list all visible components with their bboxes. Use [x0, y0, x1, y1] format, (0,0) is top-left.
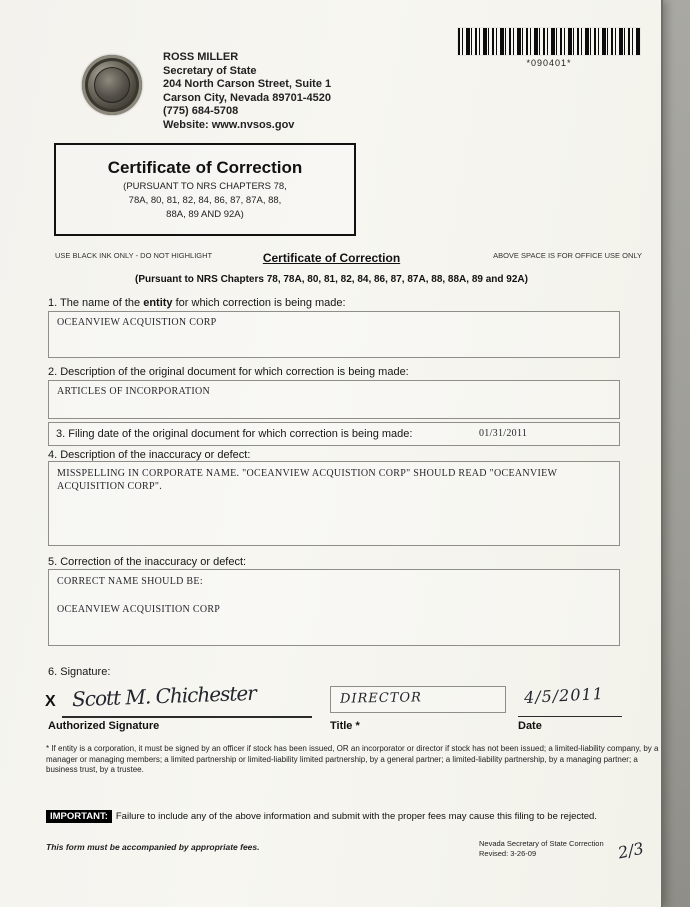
title-entry-box: [330, 686, 506, 713]
field-4-label: 4. Description of the inaccuracy or defect:: [48, 449, 251, 461]
filing-date-field: [48, 422, 620, 446]
inaccuracy-description-field: [48, 461, 620, 546]
signature-x-mark: X: [45, 693, 56, 710]
phone-number: (775) 684-5708: [163, 105, 239, 117]
field-1-label: [48, 297, 346, 309]
field-6-label: 6. Signature:: [48, 666, 111, 678]
original-document-value: ARTICLES OF INCORPORATION: [57, 386, 211, 397]
black-ink-note: USE BLACK INK ONLY - DO NOT HIGHLIGHT: [55, 251, 213, 260]
entity-name-value: OCEANVIEW ACQUISTION CORP: [57, 317, 217, 328]
authorized-signature-label: Authorized Signature: [48, 720, 160, 732]
form-title-statute-line-1: (PURSUANT TO NRS CHAPTERS 78,: [123, 181, 287, 192]
website-line: Website: www.nvsos.gov: [163, 118, 295, 131]
field-5-label: 5. Correction of the inaccuracy or defect:: [48, 556, 247, 568]
signer-footnote: * If entity is a corporation, it must be signed by an officer if stock has been issued, OR an incorporator or director if stock has not been issued; a limited-liability company, by a manager or managing members; a limited partnership or limited-liability limited partnership, by a general partner; a limited-liability partnership, by a managing partner; a business trust, by a trustee.: [46, 744, 659, 774]
field-1-label-entity: entity: [143, 297, 173, 309]
title-handwriting: DIRECTOR: [339, 690, 423, 707]
important-text: Failure to include any of the above information and submit with the proper fees may cause this filing to be rejected.: [115, 811, 597, 822]
field-2-label: 2. Description of the original document for which correction is being made:: [48, 366, 409, 378]
address-line-2: Carson City, Nevada 89701-4520: [163, 91, 331, 104]
original-document-field: [48, 380, 620, 419]
form-title-statute-line-3: 88A, 89 AND 92A): [166, 209, 244, 220]
correction-value-line-1: CORRECT NAME SHOULD BE:: [57, 576, 203, 587]
pursuant-line: (Pursuant to NRS Chapters 78, 78A, 80, 81, 82, 84, 86, 87, 87A, 88, 88A, 89 and 92A): [135, 274, 528, 285]
secretary-name: ROSS MILLER: [163, 51, 239, 63]
date-handwriting: 4/5/2011: [523, 683, 605, 708]
date-label: Date: [518, 720, 542, 732]
signature-handwriting: Scott M. Chichester: [71, 680, 257, 712]
correction-field: [48, 569, 620, 646]
field-3-label: 3. Filing date of the original document for which correction is being made:: [56, 428, 413, 440]
barcode: [458, 28, 640, 55]
important-badge: IMPORTANT:: [46, 810, 112, 823]
filing-date-value: 01/31/2011: [479, 428, 528, 439]
title-label: Title *: [330, 720, 360, 732]
revision-line-1: Nevada Secretary of State Correction: [479, 839, 604, 848]
fees-note: This form must be accompanied by appropriate fees.: [46, 842, 260, 852]
signature-line: [62, 716, 312, 718]
field-1-label-prefix: 1. The name of the: [48, 297, 144, 309]
date-line: [518, 716, 622, 717]
important-row: [46, 811, 660, 822]
entity-name-field: [48, 311, 620, 358]
page-number-handwriting: 2/3: [616, 838, 646, 863]
revision-line-2: Revised: 3-26-09: [479, 848, 537, 858]
nevada-state-seal-logo: [82, 55, 142, 115]
secretary-title: Secretary of State: [163, 64, 257, 77]
form-title-statute-line-2: 78A, 80, 81, 82, 84, 86, 87, 87A, 88,: [128, 195, 282, 206]
agency-address-block: [163, 51, 331, 132]
address-line-1: 204 North Carson Street, Suite 1: [163, 78, 332, 90]
inaccuracy-description-value: MISSPELLING IN CORPORATE NAME. "OCEANVIEW ACQUISTION CORP" SHOULD READ "OCEANVIEW ACQUISITION CORP".: [57, 468, 558, 492]
form-title: Certificate of Correction: [107, 158, 303, 177]
center-heading: Certificate of Correction: [262, 251, 401, 265]
office-use-note: ABOVE SPACE IS FOR OFFICE USE ONLY: [493, 251, 642, 260]
field-1-label-suffix: for which correction is being made:: [172, 297, 346, 309]
form-title-box: [54, 143, 356, 236]
barcode-label: *090401*: [526, 58, 572, 68]
seal-inner-ring: [94, 67, 130, 103]
correction-value-line-2: OCEANVIEW ACQUISITION CORP: [57, 604, 221, 615]
